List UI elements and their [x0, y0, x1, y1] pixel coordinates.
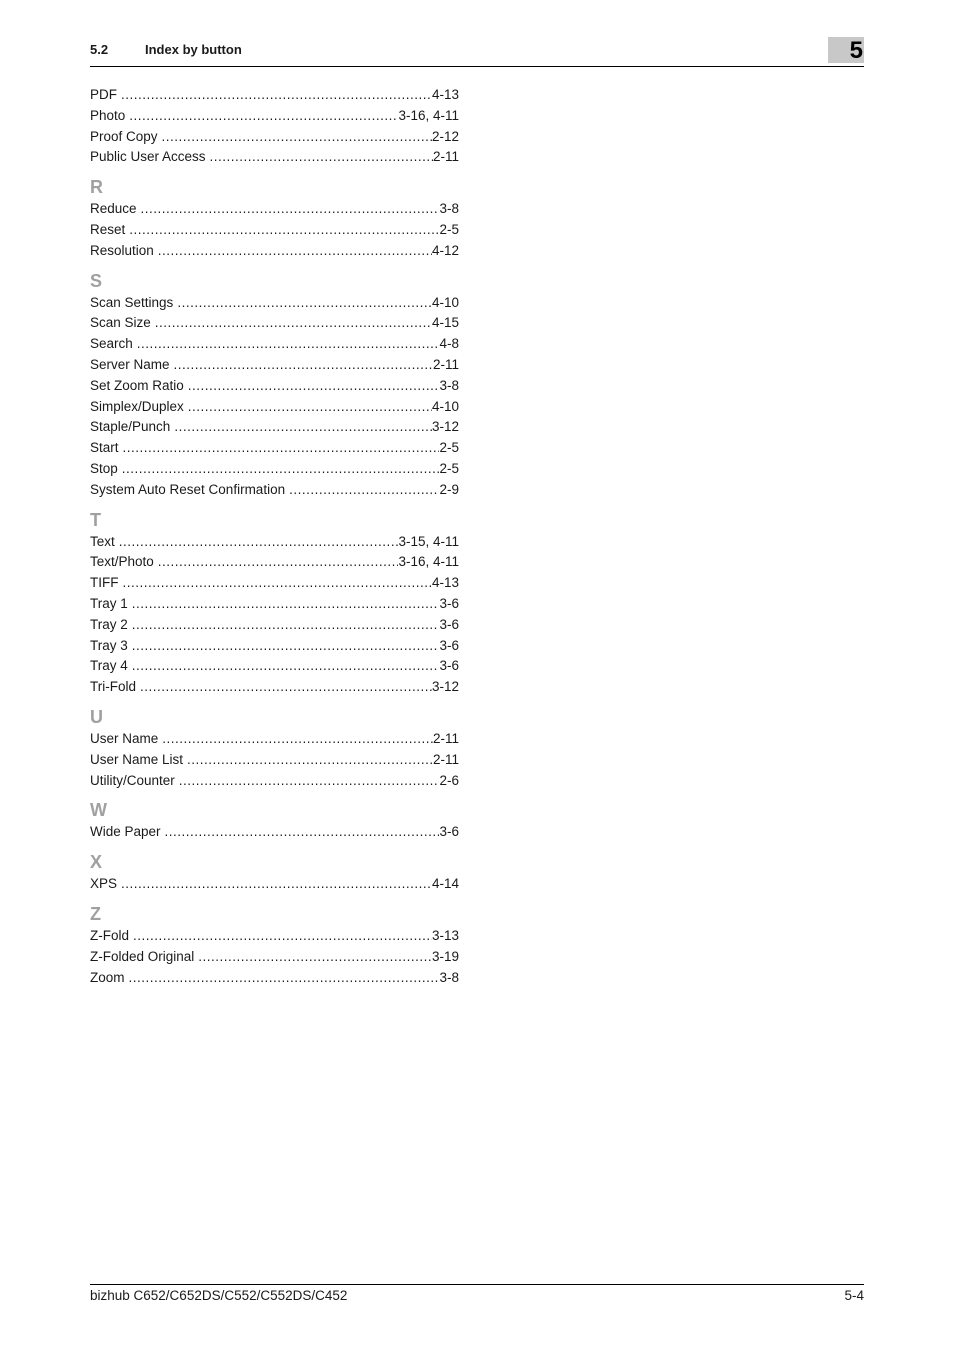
dot-leader: [165, 822, 440, 843]
index-entry[interactable]: [90, 376, 459, 397]
index-entry[interactable]: [90, 293, 459, 314]
entry-page: 2-12: [431, 128, 459, 144]
entry-page: 3-12: [431, 419, 459, 435]
entry-term: Server Name: [90, 356, 170, 372]
index-entry[interactable]: [90, 85, 459, 106]
entry-term: Reduce: [90, 201, 137, 217]
dot-leader: [188, 397, 432, 418]
index-entry[interactable]: [90, 926, 459, 947]
entry-term: Tray 2: [90, 616, 128, 632]
entry-page: 3-13: [431, 927, 459, 943]
index-entry[interactable]: [90, 241, 459, 262]
index-entry[interactable]: [90, 677, 459, 698]
entry-term: Stop: [90, 460, 118, 476]
index-entry[interactable]: [90, 573, 459, 594]
entry-page: 4-10: [431, 294, 459, 310]
entry-page: 2-5: [439, 460, 459, 476]
dot-leader: [179, 771, 440, 792]
entry-term: Zoom: [90, 969, 125, 985]
dot-leader: [121, 85, 432, 106]
page-footer: [90, 1284, 864, 1309]
entry-term: XPS: [90, 876, 118, 892]
index-entry[interactable]: [90, 459, 459, 480]
entry-term: User Name List: [90, 751, 184, 767]
index-entry[interactable]: [90, 106, 459, 127]
entry-page: 4-13: [431, 87, 459, 102]
index-section: [90, 850, 459, 895]
section-letter: X: [90, 852, 103, 873]
entry-page: 3-6: [439, 637, 459, 653]
entry-term: Staple/Punch: [90, 419, 171, 435]
entry-page: 2-11: [432, 730, 459, 746]
dot-leader: [162, 729, 433, 750]
page-header: [90, 37, 864, 67]
entry-term: Text: [90, 533, 115, 549]
index-entry[interactable]: [90, 199, 459, 220]
index-entry[interactable]: [90, 968, 459, 989]
entry-page: 2-6: [439, 772, 459, 788]
entry-term: Z-Fold: [90, 927, 130, 943]
entry-term: Utility/Counter: [90, 772, 175, 788]
entry-page: 2-9: [439, 481, 459, 497]
chapter-number: 5: [849, 37, 863, 64]
dot-leader: [210, 147, 433, 168]
index-section: [90, 85, 459, 168]
entry-page: 4-13: [431, 575, 459, 591]
index-entry[interactable]: [90, 334, 459, 355]
footer-page-number: 5-4: [844, 1288, 864, 1303]
index-list: [90, 85, 459, 988]
entry-term: Set Zoom Ratio: [90, 377, 184, 393]
entry-page: 4-10: [431, 398, 459, 414]
dot-leader: [174, 417, 432, 438]
entry-term: Text/Photo: [90, 554, 154, 570]
section-title: Index by button: [145, 42, 242, 57]
dot-leader: [158, 552, 399, 573]
entry-term: System Auto Reset Confirmation: [90, 481, 286, 497]
entry-page: 4-12: [431, 242, 459, 258]
entry-term: TIFF: [90, 575, 119, 591]
index-entry[interactable]: [90, 729, 459, 750]
entry-term: Scan Settings: [90, 294, 174, 310]
index-entry[interactable]: [90, 220, 459, 241]
section-letter: W: [90, 800, 107, 821]
dot-leader: [198, 947, 432, 968]
dot-leader: [123, 438, 440, 459]
index-entry[interactable]: [90, 438, 459, 459]
dot-leader: [177, 293, 432, 314]
entry-term: Wide Paper: [90, 824, 161, 840]
index-section: [90, 705, 459, 791]
entry-page: 4-14: [431, 876, 459, 892]
entry-page: 3-8: [439, 377, 459, 393]
index-entry[interactable]: [90, 636, 459, 657]
index-section: [90, 902, 459, 988]
entry-page: 4-15: [431, 315, 459, 331]
section-number: 5.2: [90, 42, 109, 57]
entry-term: PDF: [90, 87, 117, 102]
entry-page: 3-16, 4-11: [398, 107, 459, 123]
index-entry[interactable]: [90, 771, 459, 792]
dot-leader: [188, 376, 440, 397]
entry-term: Start: [90, 440, 119, 456]
entry-page: 3-6: [439, 616, 459, 632]
index-entry[interactable]: [90, 822, 459, 843]
dot-leader: [129, 106, 398, 127]
index-entry[interactable]: [90, 615, 459, 636]
dot-leader: [122, 459, 440, 480]
dot-leader: [155, 313, 432, 334]
index-entry[interactable]: [90, 313, 459, 334]
entry-term: Tray 3: [90, 637, 128, 653]
index-entry[interactable]: [90, 874, 459, 895]
dot-leader: [119, 532, 399, 553]
entry-page: 3-12: [431, 679, 459, 695]
chapter-tab: [828, 37, 864, 63]
dot-leader: [140, 677, 432, 698]
dot-leader: [132, 615, 440, 636]
entry-page: 2-11: [432, 356, 459, 372]
index-entry[interactable]: [90, 417, 459, 438]
index-section: [90, 508, 459, 698]
entry-term: Z-Folded Original: [90, 948, 195, 964]
entry-page: 3-16, 4-11: [398, 554, 459, 570]
dot-leader: [141, 199, 440, 220]
dot-leader: [132, 656, 440, 677]
entry-term: Public User Access: [90, 149, 206, 165]
dot-leader: [132, 594, 440, 615]
index-entry[interactable]: [90, 397, 459, 418]
dot-leader: [162, 127, 432, 148]
index-entry[interactable]: [90, 656, 459, 677]
entry-term: Tri-Fold: [90, 679, 136, 695]
dot-leader: [174, 355, 433, 376]
entry-term: Photo: [90, 107, 126, 123]
entry-term: Resolution: [90, 242, 154, 258]
entry-page: 3-8: [439, 201, 459, 217]
dot-leader: [137, 334, 440, 355]
entry-term: Tray 1: [90, 595, 128, 611]
entry-page: 2-11: [432, 149, 459, 165]
entry-page: 2-5: [439, 221, 459, 237]
section-letter: T: [90, 509, 101, 530]
footer-model: bizhub C652/C652DS/C552/C552DS/C452: [90, 1288, 348, 1303]
index-entry[interactable]: [90, 594, 459, 615]
index-entry[interactable]: [90, 750, 459, 771]
entry-page: 3-6: [439, 824, 459, 840]
entry-page: 2-5: [439, 440, 459, 456]
entry-page: 4-8: [439, 336, 459, 352]
dot-leader: [123, 573, 432, 594]
index-entry[interactable]: [90, 532, 459, 553]
entry-term: Proof Copy: [90, 128, 158, 144]
section-letter: Z: [90, 903, 101, 924]
dot-leader: [129, 220, 439, 241]
entry-page: 2-11: [432, 751, 459, 767]
entry-page: 3-6: [439, 658, 459, 674]
index-entry[interactable]: [90, 480, 459, 501]
section-letter: R: [90, 177, 103, 198]
index-entry[interactable]: [90, 947, 459, 968]
entry-term: Search: [90, 336, 133, 352]
entry-term: Simplex/Duplex: [90, 398, 184, 414]
dot-leader: [132, 636, 440, 657]
entry-term: User Name: [90, 730, 159, 746]
entry-page: 3-15, 4-11: [398, 533, 459, 549]
index-entry[interactable]: [90, 147, 459, 168]
dot-leader: [158, 241, 432, 262]
index-section: [90, 798, 459, 843]
entry-page: 3-6: [439, 595, 459, 611]
index-section: [90, 269, 459, 501]
dot-leader: [121, 874, 432, 895]
index-section: [90, 175, 459, 261]
dot-leader: [289, 480, 439, 501]
section-letter: S: [90, 270, 103, 291]
entry-term: Reset: [90, 221, 126, 237]
dot-leader: [187, 750, 433, 771]
dot-leader: [129, 968, 440, 989]
dot-leader: [133, 926, 432, 947]
index-entry[interactable]: [90, 127, 459, 148]
index-entry[interactable]: [90, 355, 459, 376]
index-entry[interactable]: [90, 552, 459, 573]
entry-page: 3-8: [439, 969, 459, 985]
entry-term: Tray 4: [90, 658, 128, 674]
entry-page: 3-19: [431, 948, 459, 964]
entry-term: Scan Size: [90, 315, 151, 331]
section-letter: U: [90, 706, 103, 727]
